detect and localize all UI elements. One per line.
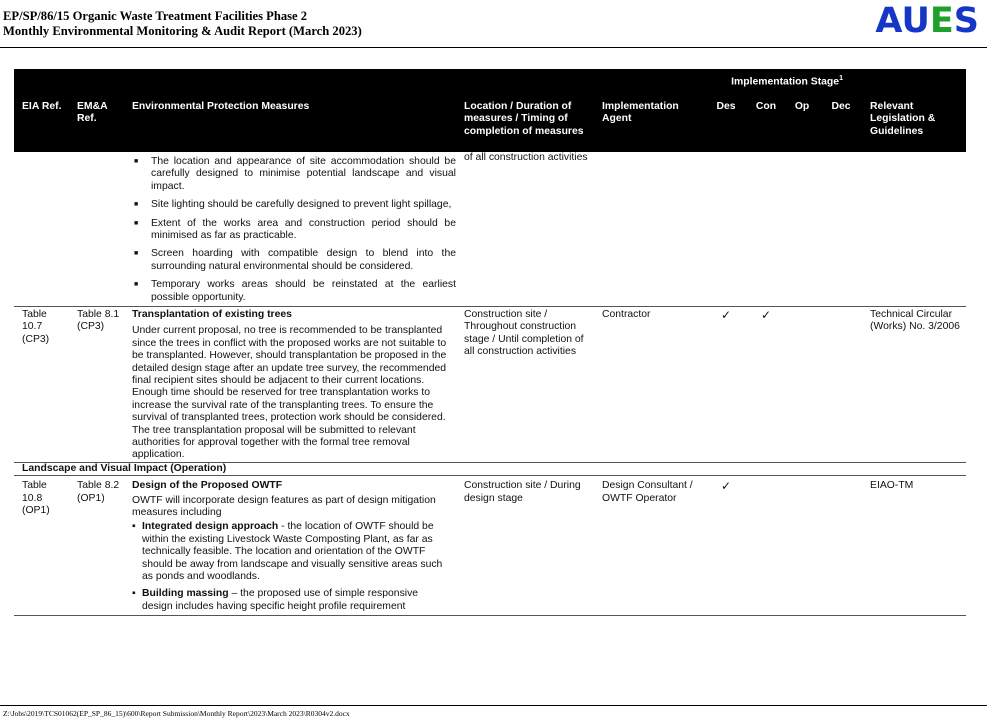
- col-eia-ref: EIA Ref.: [14, 89, 69, 152]
- eia-ref-cell: Table 10.7 (CP3): [14, 306, 69, 462]
- measure-intro: OWTF will incorporate design features as part of design mitigation measures including: [132, 494, 436, 519]
- col-op: Op: [784, 89, 820, 152]
- list-item: ■ Temporary works areas should be reinstated at the earliest possible opportunity.: [132, 279, 456, 304]
- list-item: ▪ Integrated design approach - the location of OWTF should be within the existing Livestock Waste Composting Plant, as far as technically feasible. The location and orientation of the OWTF should be away from landscape and visually sensitive areas such as ponds and woodlands.: [132, 521, 450, 583]
- measures-cell: [124, 306, 456, 462]
- list-item: ▪ Building massing – the proposed use of simple responsive design includes having specific height profile requirement: [132, 588, 450, 613]
- implementation-stage-header: Implementation Stage$^1$: [704, 69, 862, 89]
- check-icon: ✓: [748, 306, 784, 462]
- check-icon: ✓: [704, 476, 748, 616]
- list-item: ■ Screen hoarding with compatible design to blend into the surrounding natural environmental should be considered.: [132, 248, 456, 273]
- legislation-cell: EIAO-TM: [862, 476, 966, 616]
- design-feature-list: [132, 521, 450, 613]
- ema-ref-cell: Table 8.2 (OP1): [69, 476, 124, 616]
- check-icon: ✓: [704, 306, 748, 462]
- list-item: ■ Extent of the works area and construction period should be minimised as far as practicable.: [132, 218, 456, 243]
- measure-title: Transplantation of existing trees: [132, 308, 292, 320]
- location-cell: Construction site / Throughout construction stage / Until completion of all construction activities: [456, 306, 594, 462]
- col-agent: Implementation Agent: [594, 89, 704, 152]
- project-title: EP/SP/86/15 Organic Waste Treatment Facilities Phase 2: [3, 9, 308, 23]
- file-path-footer: Z:\Jobs\2019\TCS01062(EP_SP_86_15)\600\Report Submission\Monthly Report\2023\March 2023\R0304v2.docx: [3, 709, 350, 718]
- list-item: ■ The location and appearance of site accommodation should be carefully designed to minimise potential landscape and visual impact.: [132, 156, 456, 193]
- header-rule: [0, 47, 987, 48]
- measure-bullet-list: [132, 156, 456, 304]
- table-row-cp3: [14, 306, 966, 462]
- col-location: Location / Duration of measures / Timing of completion of measures: [456, 89, 594, 152]
- location-cell: Construction site / During design stage: [456, 476, 594, 616]
- measure-body: Under current proposal, no tree is recommended to be transplanted since the trees in conflict with the proposed works are not suitable to be transplanted. However, should transplantation be proposed in the detailed design stage after an update tree survey, the recommended final recipient sites should be adjacent to their current locations. Enough time should be reserved for tree transplantation works to increase the survival rate of the transplanting trees. To ensure the survival of transplanted trees, protection work should be considered. The tree transplantation proposal will be submitted to relevant authorities for approval together with the formal tree removal application.: [132, 325, 447, 461]
- report-title: Monthly Environmental Monitoring & Audit Report (March 2023): [3, 24, 362, 38]
- location-cell: of all construction activities: [456, 152, 594, 307]
- col-dec: Dec: [820, 89, 862, 152]
- measures-cell: [124, 152, 456, 307]
- measure-title: Design of the Proposed OWTF: [132, 480, 283, 492]
- list-item: ■ Site lighting should be carefully designed to prevent light spillage,: [132, 199, 456, 211]
- col-con: Con: [748, 89, 784, 152]
- col-legislation: Relevant Legislation & Guidelines: [862, 89, 966, 152]
- table-row-op1: [14, 476, 966, 616]
- measures-cell: [124, 476, 456, 616]
- aues-logo: AUES: [875, 1, 979, 41]
- section-heading-operation: Landscape and Visual Impact (Operation): [14, 462, 966, 475]
- footer-rule: [0, 705, 987, 706]
- col-measures: Environmental Protection Measures: [124, 89, 456, 152]
- eia-ref-cell: Table 10.8 (OP1): [14, 476, 69, 616]
- col-des: Des: [704, 89, 748, 152]
- agent-cell: Design Consultant / OWTF Operator: [594, 476, 704, 616]
- col-ema-ref: EM&A Ref.: [69, 89, 124, 152]
- document-header: [3, 9, 362, 39]
- ema-ref-cell: Table 8.1 (CP3): [69, 306, 124, 462]
- table-row-continued: [14, 152, 966, 307]
- agent-cell: Contractor: [594, 306, 704, 462]
- implementation-schedule-table: [14, 69, 966, 616]
- legislation-cell: Technical Circular (Works) No. 3/2006: [862, 306, 966, 462]
